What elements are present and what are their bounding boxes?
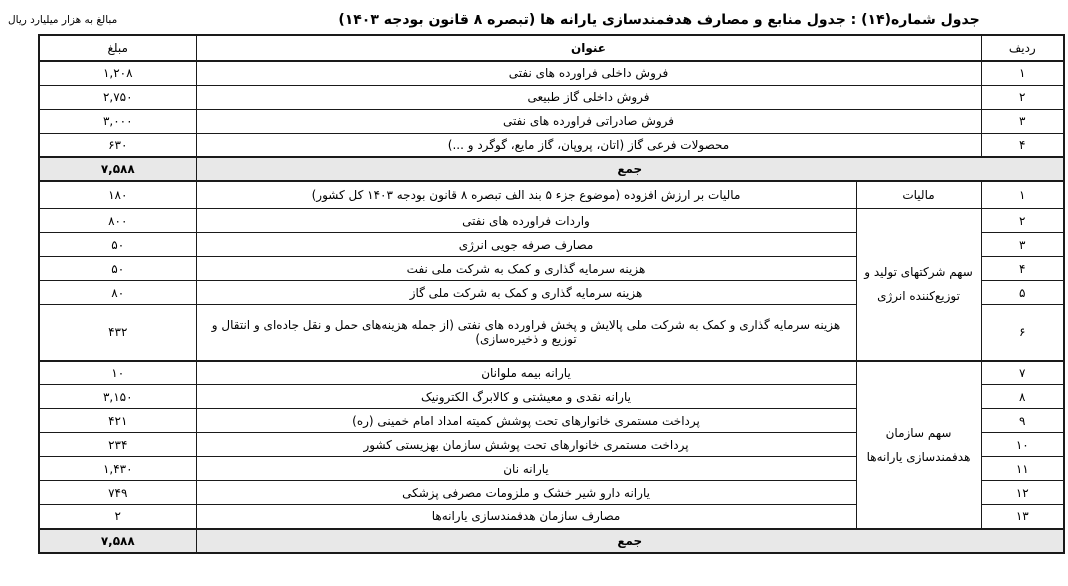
amount-cell: ۵۰	[39, 233, 196, 257]
category-cell: مالیات	[856, 181, 981, 209]
amount-cell: ۱,۲۰۸	[39, 61, 196, 85]
rowno-cell: ۱	[981, 61, 1064, 85]
rowno-cell: ۳	[981, 233, 1064, 257]
header-title: عنوان	[196, 35, 981, 61]
table-row	[39, 209, 1064, 233]
header-row-no: ردیف	[981, 35, 1064, 61]
table-row	[39, 181, 1064, 209]
rowno-cell: ۹	[981, 409, 1064, 433]
rowno-cell: ۲	[981, 85, 1064, 109]
rowno-cell: ۱۰	[981, 433, 1064, 457]
title-cell: پرداخت مستمری خانوارهای تحت پوشش کمیته امداد امام خمینی (ره)	[196, 409, 856, 433]
total-label-cell: جمع	[196, 529, 1064, 553]
header-amount: مبلغ	[39, 35, 196, 61]
title-cell: یارانه نان	[196, 457, 856, 481]
amount-cell: ۲	[39, 505, 196, 529]
amount-cell: ۲۳۴	[39, 433, 196, 457]
title-cell: پرداخت مستمری خانوارهای تحت پوشش سازمان بهزیستی کشور	[196, 433, 856, 457]
category-cell: سهم شرکتهای تولید و توزیع‌کننده انرژی	[856, 209, 981, 361]
rowno-cell: ۱۳	[981, 505, 1064, 529]
title-cell: مصارف صرفه جویی انرژی	[196, 233, 856, 257]
units-note: مبالغ به هزار میلیارد ریال	[8, 14, 118, 26]
rowno-cell: ۴	[981, 257, 1064, 281]
amount-cell: ۸۰۰	[39, 209, 196, 233]
rowno-cell: ۲	[981, 209, 1064, 233]
rowno-cell: ۷	[981, 361, 1064, 385]
table-row	[39, 85, 1064, 109]
amount-cell: ۱,۴۳۰	[39, 457, 196, 481]
rowno-cell: ۳	[981, 109, 1064, 133]
amount-cell: ۳,۰۰۰	[39, 109, 196, 133]
amount-cell: ۱۰	[39, 361, 196, 385]
category-cell: سهم سازمان هدفمندسازی یارانه‌ها	[856, 361, 981, 529]
uses-total-row	[39, 529, 1064, 553]
title-cell: هزینه سرمایه گذاری و کمک به شرکت ملی نفت	[196, 257, 856, 281]
table-row	[39, 109, 1064, 133]
amount-cell: ۴۳۲	[39, 305, 196, 361]
table-row	[39, 361, 1064, 385]
title-cell: مصارف سازمان هدفمندسازی یارانه‌ها	[196, 505, 856, 529]
sources-total-row	[39, 157, 1064, 181]
title-cell: مالیات بر ارزش افزوده (موضوع جزء ۵ بند الف تبصره ۸ قانون بودجه ۱۴۰۳ کل کشور)	[196, 181, 856, 209]
title-cell: یارانه نقدی و معیشتی و کالابرگ الکترونیک	[196, 385, 856, 409]
table-header-row	[39, 35, 1064, 61]
amount-cell: ۷۴۹	[39, 481, 196, 505]
title-cell: هزینه سرمایه گذاری و کمک به شرکت ملی گاز	[196, 281, 856, 305]
rowno-cell: ۱۲	[981, 481, 1064, 505]
rowno-cell: ۶	[981, 305, 1064, 361]
amount-cell: ۱۸۰	[39, 181, 196, 209]
amount-cell: ۸۰	[39, 281, 196, 305]
rowno-cell: ۸	[981, 385, 1064, 409]
rowno-cell: ۴	[981, 133, 1064, 157]
rowno-cell: ۵	[981, 281, 1064, 305]
page-title: جدول شماره(۱۴) : جدول منابع و مصارف هدفمندسازی یارانه ها (تبصره ۸ قانون بودجه ۱۴۰۳)	[338, 12, 980, 28]
rowno-cell: ۱	[981, 181, 1064, 209]
amount-cell: ۴۲۱	[39, 409, 196, 433]
table-row	[39, 61, 1064, 85]
total-label-cell: جمع	[196, 157, 1064, 181]
title-cell: یارانه دارو شیر خشک و ملزومات مصرفی پزشکی	[196, 481, 856, 505]
budget-table	[38, 34, 1065, 554]
total-amount-cell: ۷,۵۸۸	[39, 157, 196, 181]
title-cell: فروش صادراتی فراورده های نفتی	[196, 109, 981, 133]
amount-cell: ۶۳۰	[39, 133, 196, 157]
title-cell: هزینه سرمایه گذاری و کمک به شرکت ملی پالایش و پخش فراورده های نفتی (از جمله هزینه‌های حمل و نقل جاده‌ای و انتقال و توزیع و ذخیره‌سازی)	[196, 305, 856, 361]
rowno-cell: ۱۱	[981, 457, 1064, 481]
title-cell: واردات فراورده های نفتی	[196, 209, 856, 233]
amount-cell: ۳,۱۵۰	[39, 385, 196, 409]
title-cell: فروش داخلی فراورده های نفتی	[196, 61, 981, 85]
title-cell: فروش داخلی گاز طبیعی	[196, 85, 981, 109]
table-row	[39, 133, 1064, 157]
title-cell: محصولات فرعی گاز (اتان، پروپان، گاز مایع، گوگرد و ...)	[196, 133, 981, 157]
amount-cell: ۲,۷۵۰	[39, 85, 196, 109]
title-cell: یارانه بیمه ملوانان	[196, 361, 856, 385]
total-amount-cell: ۷,۵۸۸	[39, 529, 196, 553]
amount-cell: ۵۰	[39, 257, 196, 281]
